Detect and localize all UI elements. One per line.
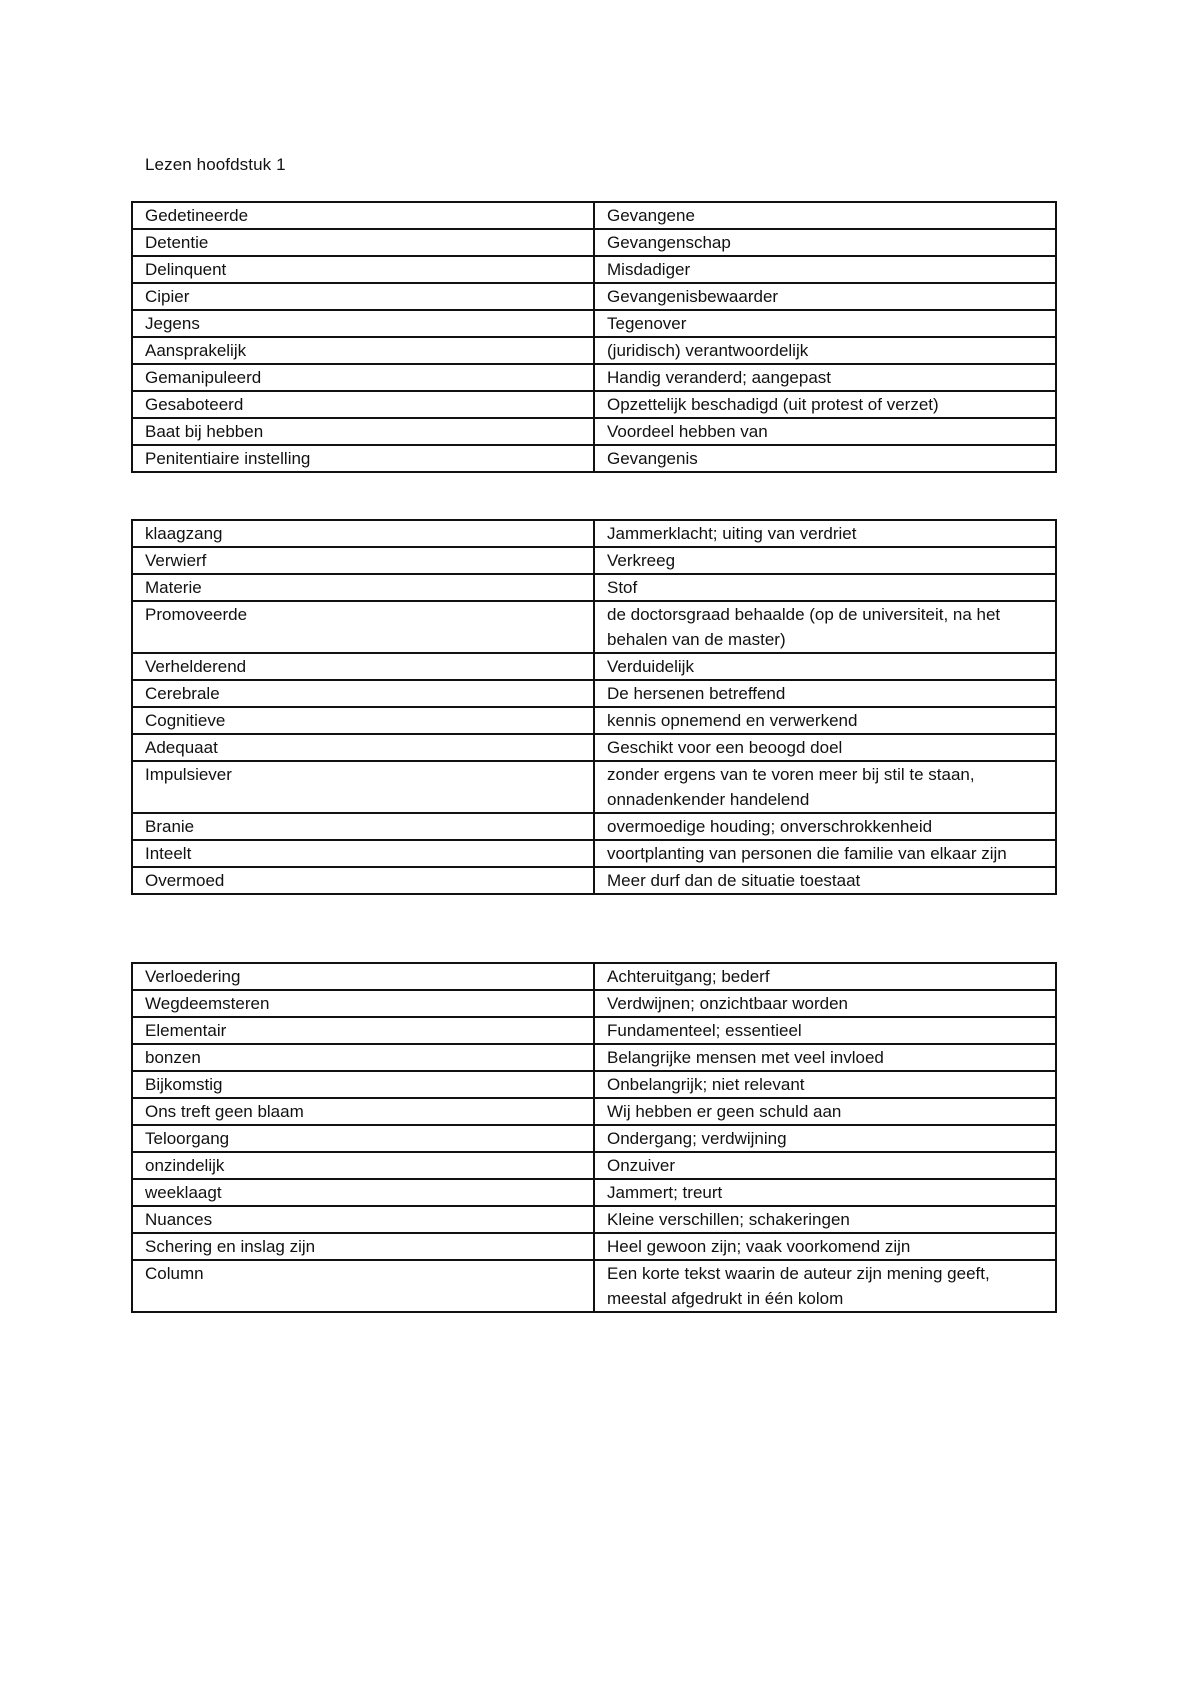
term-cell: Adequaat [132, 734, 594, 761]
definition-cell: Jammerklacht; uiting van verdriet [594, 520, 1056, 547]
definition-cell: Een korte tekst waarin de auteur zijn mening geeft, meestal afgedrukt in één kolom [594, 1260, 1056, 1312]
term-cell: Wegdeemsteren [132, 990, 594, 1017]
table-row [132, 283, 1056, 310]
definition-cell: Belangrijke mensen met veel invloed [594, 1044, 1056, 1071]
table-row [132, 445, 1056, 472]
definition-cell: Heel gewoon zijn; vaak voorkomend zijn [594, 1233, 1056, 1260]
table-row [132, 310, 1056, 337]
definition-cell: overmoedige houding; onverschrokkenheid [594, 813, 1056, 840]
term-cell: Verwierf [132, 547, 594, 574]
term-cell: Baat bij hebben [132, 418, 594, 445]
table-row [132, 229, 1056, 256]
table-row [132, 840, 1056, 867]
definition-cell: Onbelangrijk; niet relevant [594, 1071, 1056, 1098]
definition-cell: Misdadiger [594, 256, 1056, 283]
definition-cell: Verduidelijk [594, 653, 1056, 680]
table-row [132, 707, 1056, 734]
table-row [132, 1071, 1056, 1098]
term-cell: Cognitieve [132, 707, 594, 734]
table-row [132, 337, 1056, 364]
table-row [132, 1206, 1056, 1233]
term-cell: Detentie [132, 229, 594, 256]
term-cell: Cipier [132, 283, 594, 310]
table-row [132, 364, 1056, 391]
table-row [132, 202, 1056, 229]
table-row [132, 1179, 1056, 1206]
table-row [132, 418, 1056, 445]
term-cell: Verloedering [132, 963, 594, 990]
term-cell: Nuances [132, 1206, 594, 1233]
definition-cell: Achteruitgang; bederf [594, 963, 1056, 990]
table-row [132, 1098, 1056, 1125]
term-cell: Verhelderend [132, 653, 594, 680]
vocabulary-table-1 [131, 201, 1057, 473]
definition-cell: Kleine verschillen; schakeringen [594, 1206, 1056, 1233]
table-row [132, 653, 1056, 680]
term-cell: Cerebrale [132, 680, 594, 707]
term-cell: onzindelijk [132, 1152, 594, 1179]
table-row [132, 256, 1056, 283]
table-row [132, 867, 1056, 894]
term-cell: Aansprakelijk [132, 337, 594, 364]
term-cell: bonzen [132, 1044, 594, 1071]
table-row [132, 547, 1056, 574]
definition-cell: de doctorsgraad behaalde (op de universiteit, na het behalen van de master) [594, 601, 1056, 653]
definition-cell: Gevangenis [594, 445, 1056, 472]
table-row [132, 1152, 1056, 1179]
definition-cell: Meer durf dan de situatie toestaat [594, 867, 1056, 894]
vocabulary-table-3 [131, 962, 1057, 1313]
table-row [132, 391, 1056, 418]
term-cell: Teloorgang [132, 1125, 594, 1152]
definition-cell: zonder ergens van te voren meer bij stil te staan, onnadenkender handelend [594, 761, 1056, 813]
term-cell: Delinquent [132, 256, 594, 283]
table-row [132, 1044, 1056, 1071]
table-row [132, 1125, 1056, 1152]
definition-cell: Geschikt voor een beoogd doel [594, 734, 1056, 761]
term-cell: Ons treft geen blaam [132, 1098, 594, 1125]
table-row [132, 1233, 1056, 1260]
term-cell: Gedetineerde [132, 202, 594, 229]
term-cell: Materie [132, 574, 594, 601]
term-cell: Schering en inslag zijn [132, 1233, 594, 1260]
definition-cell: Handig veranderd; aangepast [594, 364, 1056, 391]
definition-cell: Gevangenisbewaarder [594, 283, 1056, 310]
term-cell: Jegens [132, 310, 594, 337]
term-cell: Impulsiever [132, 761, 594, 813]
term-cell: Branie [132, 813, 594, 840]
definition-cell: Verdwijnen; onzichtbaar worden [594, 990, 1056, 1017]
table-row [132, 601, 1056, 653]
term-cell: Bijkomstig [132, 1071, 594, 1098]
table-row [132, 734, 1056, 761]
definition-cell: (juridisch) verantwoordelijk [594, 337, 1056, 364]
definition-cell: Voordeel hebben van [594, 418, 1056, 445]
table-row [132, 680, 1056, 707]
table-row [132, 1017, 1056, 1044]
definition-cell: Tegenover [594, 310, 1056, 337]
table-row [132, 1260, 1056, 1312]
definition-cell: Gevangene [594, 202, 1056, 229]
term-cell: Gesaboteerd [132, 391, 594, 418]
table-row [132, 990, 1056, 1017]
definition-cell: De hersenen betreffend [594, 680, 1056, 707]
term-cell: klaagzang [132, 520, 594, 547]
term-cell: Penitentiaire instelling [132, 445, 594, 472]
definition-cell: Wij hebben er geen schuld aan [594, 1098, 1056, 1125]
term-cell: Overmoed [132, 867, 594, 894]
definition-cell: Opzettelijk beschadigd (uit protest of verzet) [594, 391, 1056, 418]
term-cell: Inteelt [132, 840, 594, 867]
definition-cell: kennis opnemend en verwerkend [594, 707, 1056, 734]
term-cell: Gemanipuleerd [132, 364, 594, 391]
term-cell: Column [132, 1260, 594, 1312]
page-title: Lezen hoofdstuk 1 [145, 155, 286, 174]
term-cell: weeklaagt [132, 1179, 594, 1206]
definition-cell: Stof [594, 574, 1056, 601]
definition-cell: Gevangenschap [594, 229, 1056, 256]
table-row [132, 761, 1056, 813]
definition-cell: Ondergang; verdwijning [594, 1125, 1056, 1152]
table-row [132, 813, 1056, 840]
definition-cell: Verkreeg [594, 547, 1056, 574]
vocabulary-table-2 [131, 519, 1057, 895]
definition-cell: Fundamenteel; essentieel [594, 1017, 1056, 1044]
term-cell: Elementair [132, 1017, 594, 1044]
table-row [132, 574, 1056, 601]
definition-cell: voortplanting van personen die familie van elkaar zijn [594, 840, 1056, 867]
definition-cell: Onzuiver [594, 1152, 1056, 1179]
table-row [132, 963, 1056, 990]
table-row [132, 520, 1056, 547]
definition-cell: Jammert; treurt [594, 1179, 1056, 1206]
term-cell: Promoveerde [132, 601, 594, 653]
